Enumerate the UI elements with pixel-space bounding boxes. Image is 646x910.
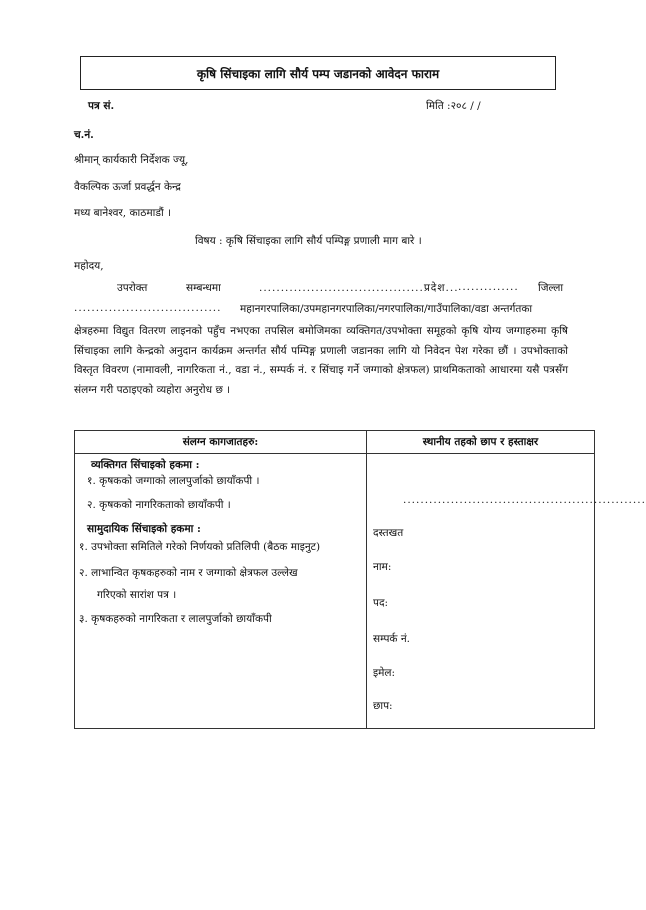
body-municipality-types: महानगरपालिका/उपमहानगरपालिका/नगरपालिका/गाउँपालिका/वडा अन्तर्गतका bbox=[240, 303, 533, 315]
body-word-sambandhama: सम्बन्धमा bbox=[186, 282, 221, 294]
body-word-uprokt: उपरोक्त bbox=[117, 282, 148, 294]
field-signature: दस्तखत bbox=[373, 527, 404, 539]
district-blank: .............. bbox=[458, 281, 519, 293]
field-name: नाम: bbox=[373, 561, 392, 573]
field-contact: सम्पर्क नं. bbox=[373, 633, 410, 645]
community-item-2: २. लाभान्वित कृषकहरुको नाम र जग्गाको क्षेत्रफल उल्लेख bbox=[79, 567, 298, 579]
addressee-line-3: मध्य बानेश्वर, काठमाडौं । bbox=[74, 207, 172, 219]
body-paragraph: क्षेत्रहरुमा विद्युत वितरण लाइनको पहुँच नभएका तपसिल बमोजिमका व्यक्तिगत/उपभोक्ता समूहको कृषि योग्य जग्गाहरुमा कृषि सिंचाइका लागि केन्द्रको अनुदान कार्यक्रम अन्तर्गत सौर्य पम्पिङ्ग प्रणाली जडानका लागि यो निवेदन पेश गरेका छौं । उपभोक्ताको विस्तृत विवरण (नामावली, नागरिकता नं., वडा नं., सम्पर्क नं. र सिंचाइ गर्ने जग्गाको क्षेत्रफल) प्राथमिकताको आधारमा यसै पत्रसँग संलग्न गरी पठाइएको व्यहोरा अनुरोध छ । bbox=[74, 325, 568, 396]
attachments-header: संलग्न कागजातहरु: bbox=[75, 431, 367, 454]
attachments-cell bbox=[75, 454, 367, 729]
signature-line: ........................................................ bbox=[403, 494, 646, 506]
subject-line: विषय : कृषि सिंचाइका लागि सौर्य पम्पिङ्ग प्रणाली माग बारे । bbox=[195, 235, 422, 247]
salutation: महोदय, bbox=[74, 260, 104, 272]
community-item-2-cont: गरिएको सारांश पत्र । bbox=[97, 589, 177, 601]
community-heading: सामुदायिक सिंचाइको हकमा : bbox=[87, 523, 201, 535]
dispatch-number-label: च.नं. bbox=[74, 129, 94, 141]
addressee-line-1: श्रीमान् कार्यकारी निर्देशक ज्यू, bbox=[74, 154, 189, 166]
province-blank: ......................................प्रदेश... bbox=[259, 282, 459, 294]
community-item-3: ३. कृषकहरुको नागरिकता र लालपुर्जाको छायाँकपी bbox=[79, 613, 272, 625]
letter-number-label: पत्र सं. bbox=[88, 100, 115, 112]
stamp-cell bbox=[367, 454, 646, 729]
field-designation: पद: bbox=[373, 597, 389, 609]
local-stamp-header: स्थानीय तहको छाप र हस्ताक्षर bbox=[367, 431, 595, 454]
community-item-1: १. उपभोक्ता समितिले गरेको निर्णयको प्रतिलिपी (बैठक माइनुट) bbox=[79, 541, 321, 553]
individual-item-2: २. कृषकको नागरिकताको छायाँकपी । bbox=[87, 499, 231, 511]
individual-item-1: १. कृषकको जग्गाको लालपुर्जाको छायाँकपी । bbox=[87, 475, 260, 487]
individual-heading: व्यक्तिगत सिंचाइको हकमा : bbox=[91, 459, 200, 471]
field-stamp: छाप: bbox=[373, 700, 393, 712]
date-label: मिति :२०८ / / bbox=[426, 100, 481, 112]
municipality-blank: .................................. bbox=[74, 302, 222, 314]
attachment-table bbox=[74, 430, 646, 729]
body-word-jilla: जिल्ला bbox=[538, 282, 564, 294]
field-email: इमेल: bbox=[373, 667, 396, 679]
form-title: कृषि सिंचाइका लागि सौर्य पम्प जडानको आवेदन फाराम bbox=[80, 56, 556, 90]
addressee-line-2: वैकल्पिक ऊर्जा प्रवर्द्धन केन्द्र bbox=[74, 181, 181, 193]
